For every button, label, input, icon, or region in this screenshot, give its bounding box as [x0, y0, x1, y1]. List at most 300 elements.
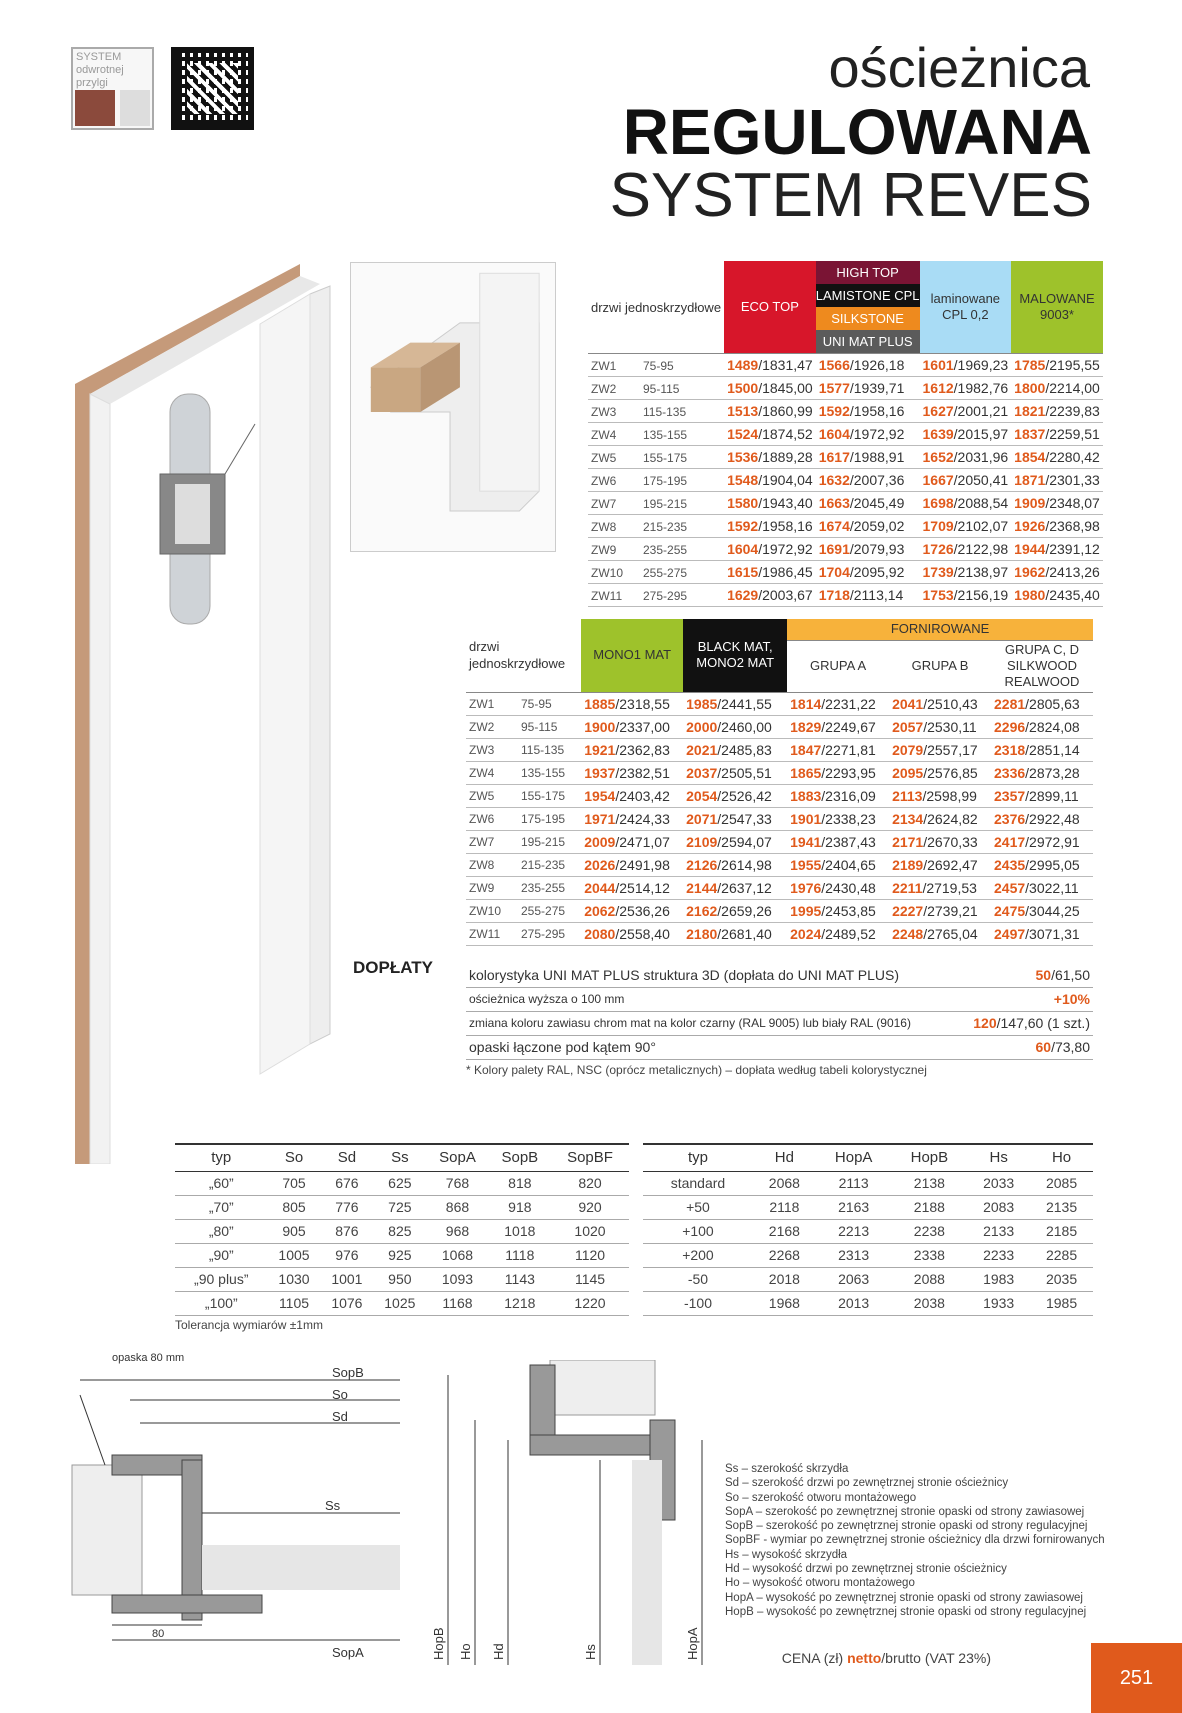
table-row [588, 469, 1103, 492]
badge-uni-mat: UNI MAT PLUS [816, 330, 920, 353]
row-size: ZW5 155-175 [466, 784, 581, 807]
table-cell: 2013 [816, 1291, 892, 1315]
price-high-top: 1577/1939,71 [816, 377, 920, 400]
price-eco-top: 1536/1889,28 [724, 446, 816, 469]
table-cell: 2018 [753, 1267, 816, 1291]
legend-item: Hd – wysokość drzwi po zewnętrznej stronie ościeżnicy [725, 1563, 1007, 1576]
price-grupa-cd: 2475/3044,25 [991, 899, 1093, 922]
badge-high-top: HIGH TOP [816, 261, 920, 284]
table-row [466, 715, 1093, 738]
price-malowane: 1980/2435,40 [1011, 584, 1103, 607]
table-row [588, 446, 1103, 469]
table-row [466, 738, 1093, 761]
table-row [466, 830, 1093, 853]
surcharge-value: 60/73,80 [958, 1035, 1093, 1059]
price-eco-top: 1513/1860,99 [724, 400, 816, 423]
table-cell: 2285 [1030, 1243, 1093, 1267]
surcharge-value: 120/147,60 (1 szt.) [958, 1011, 1093, 1035]
vdim-label-hopa: HopA [685, 1627, 700, 1660]
table-cell: 1145 [551, 1267, 629, 1291]
row-size: ZW7 195-215 [466, 830, 581, 853]
surcharges-table [466, 963, 1093, 1060]
price-grupa-b: 2095/2576,85 [889, 761, 991, 784]
surcharges-label: DOPŁATY [353, 958, 433, 977]
table-row [466, 761, 1093, 784]
table-cell: 820 [551, 1171, 629, 1195]
row-size: ZW2 95-115 [466, 715, 581, 738]
row-size: ZW1 75-95 [588, 354, 724, 377]
row-size: ZW10 255-275 [588, 561, 724, 584]
price-grupa-cd: 2357/2899,11 [991, 784, 1093, 807]
price-black: 1985/2441,55 [683, 692, 787, 715]
table-cell: -100 [643, 1291, 753, 1315]
table-cell: 918 [489, 1195, 551, 1219]
price-mono1: 1900/2337,00 [581, 715, 683, 738]
price-grupa-b: 2248/2765,04 [889, 922, 991, 945]
price-table-1 [588, 261, 1103, 607]
frame-profile-inset [350, 262, 556, 552]
table-cell: 2133 [967, 1219, 1030, 1243]
table-cell: 976 [320, 1243, 373, 1267]
price-laminowane: 1698/2088,54 [920, 492, 1012, 515]
price-laminowane: 1612/1982,76 [920, 377, 1012, 400]
price-mono1: 1937/2382,51 [581, 761, 683, 784]
dim-label-sopb: SopB [332, 1365, 364, 1380]
table-cell: „70” [175, 1195, 268, 1219]
row-size: ZW7 195-215 [588, 492, 724, 515]
table-cell: 920 [551, 1195, 629, 1219]
table-cell: 2068 [753, 1171, 816, 1195]
price-grupa-cd: 2336/2873,28 [991, 761, 1093, 784]
legend-item: So – szerokość otworu montażowego [725, 1491, 917, 1504]
table-cell: 2268 [753, 1243, 816, 1267]
surcharge-desc: kolorystyka UNI MAT PLUS struktura 3D (dopłata do UNI MAT PLUS) [466, 963, 958, 987]
table-row [588, 515, 1103, 538]
legend [725, 1462, 1105, 1619]
table-cell: 2338 [892, 1243, 968, 1267]
dim-label-sopa: SopA [332, 1645, 364, 1660]
table-cell: 1005 [268, 1243, 321, 1267]
table-cell: „60” [175, 1171, 268, 1195]
price-footer: CENA (zł) netto/brutto (VAT 23%) [781, 1650, 991, 1666]
width-col-header: SopA [426, 1144, 488, 1171]
row-size: ZW3 115-135 [588, 400, 724, 423]
t1-malowane-header: MALOWANE 9003* [1011, 261, 1103, 354]
table-cell: 2033 [967, 1171, 1030, 1195]
table-row [643, 1171, 1093, 1195]
row-size: ZW4 135-155 [466, 761, 581, 784]
legend-item: HopA – wysokość po zewnętrznej stronie opaski od strony zawiasowej [725, 1591, 1083, 1604]
price-eco-top: 1489/1831,47 [724, 354, 816, 377]
height-header-row [643, 1144, 1093, 1171]
table-cell: 2113 [816, 1171, 892, 1195]
price-high-top: 1691/2079,93 [816, 538, 920, 561]
table-cell: 625 [373, 1171, 426, 1195]
table-cell: 676 [320, 1171, 373, 1195]
table-row [466, 899, 1093, 922]
price-grupa-b: 2227/2739,21 [889, 899, 991, 922]
legend-item: SopBF - wymiar po zewnętrznej stronie ościeżnicy dla drzwi fornirowanych [725, 1534, 1105, 1547]
table-cell: 2138 [892, 1171, 968, 1195]
price-eco-top: 1592/1958,16 [724, 515, 816, 538]
price-laminowane: 1709/2102,07 [920, 515, 1012, 538]
t1-eco-top-header: ECO TOP [724, 261, 816, 354]
width-section-diagram [70, 1345, 400, 1685]
legend-item: Ss – szerokość skrzydła [725, 1463, 849, 1475]
table-row [643, 1219, 1093, 1243]
price-black: 2000/2460,00 [683, 715, 787, 738]
price-laminowane: 1627/2001,21 [920, 400, 1012, 423]
price-grupa-cd: 2296/2824,08 [991, 715, 1093, 738]
table-cell: -50 [643, 1267, 753, 1291]
price-grupa-b: 2057/2530,11 [889, 715, 991, 738]
width-col-header: Sd [320, 1144, 373, 1171]
opaska-label: opaska 80 mm [112, 1352, 185, 1364]
width-col-header: Ss [373, 1144, 426, 1171]
table-row [643, 1291, 1093, 1315]
price-mono1: 1954/2403,42 [581, 784, 683, 807]
table-cell: 2163 [816, 1195, 892, 1219]
price-grupa-a: 1901/2338,23 [787, 807, 889, 830]
height-col-header: HopA [816, 1144, 892, 1171]
table-cell: „90 plus” [175, 1267, 268, 1291]
surcharge-value: +10% [958, 987, 1093, 1011]
table-row [643, 1195, 1093, 1219]
table-row [466, 922, 1093, 945]
table-row [466, 784, 1093, 807]
row-size: ZW2 95-115 [588, 377, 724, 400]
price-mono1: 1971/2424,33 [581, 807, 683, 830]
table-cell: „100” [175, 1291, 268, 1315]
price-grupa-b: 2211/2719,53 [889, 876, 991, 899]
surcharge-desc: ościeżnica wyższa o 100 mm [466, 987, 958, 1011]
table-row [466, 807, 1093, 830]
price-laminowane: 1667/2050,41 [920, 469, 1012, 492]
table-cell: 1068 [426, 1243, 488, 1267]
price-black: 2126/2614,98 [683, 853, 787, 876]
table-cell: 1093 [426, 1267, 488, 1291]
price-malowane: 1944/2391,12 [1011, 538, 1103, 561]
price-grupa-b: 2079/2557,17 [889, 738, 991, 761]
width-body [175, 1171, 629, 1315]
price-black: 2021/2485,83 [683, 738, 787, 761]
table-cell: 925 [373, 1243, 426, 1267]
table-cell: 868 [426, 1195, 488, 1219]
price-grupa-a: 1883/2316,09 [787, 784, 889, 807]
height-body [643, 1171, 1093, 1315]
t2-grupa-cd: GRUPA C, D SILKWOOD REALWOOD [991, 640, 1093, 692]
table-row [588, 400, 1103, 423]
price-malowane: 1837/2259,51 [1011, 423, 1103, 446]
price-eco-top: 1604/1972,92 [724, 538, 816, 561]
price-mono1: 2062/2536,26 [581, 899, 683, 922]
width-col-header: typ [175, 1144, 268, 1171]
height-col-header: HopB [892, 1144, 968, 1171]
price-black: 2054/2526,42 [683, 784, 787, 807]
row-size: ZW6 175-195 [466, 807, 581, 830]
title-line3: SYSTEM REVES [609, 161, 1092, 230]
row-size: ZW8 215-235 [588, 515, 724, 538]
table-cell: 2168 [753, 1219, 816, 1243]
price-black: 2144/2637,12 [683, 876, 787, 899]
table-cell: 2185 [1030, 1219, 1093, 1243]
table-row [466, 692, 1093, 715]
t2-grupa-a: GRUPA A [787, 640, 889, 692]
table-cell: 1983 [967, 1267, 1030, 1291]
price-black: 2037/2505,51 [683, 761, 787, 784]
dim-label-sd: Sd [332, 1409, 348, 1424]
legend-item: HopB – wysokość po zewnętrznej stronie opaski od strony regulacyjnej [725, 1605, 1087, 1618]
badge-silkstone: SILKSTONE [816, 307, 920, 330]
price-grupa-b: 2041/2510,43 [889, 692, 991, 715]
vdim-label-hopb: HopB [431, 1627, 446, 1660]
table-row [588, 377, 1103, 400]
table-cell: 1933 [967, 1291, 1030, 1315]
price-eco-top: 1580/1943,40 [724, 492, 816, 515]
table-cell: 2088 [892, 1267, 968, 1291]
table-row [175, 1195, 629, 1219]
table-cell: 2038 [892, 1291, 968, 1315]
legend-item: SopB – szerokość po zewnętrznej stronie opaski od strony regulacyjnej [725, 1520, 1088, 1533]
legend-item: Ho – wysokość otworu montażowego [725, 1577, 915, 1590]
surcharge-value: 50/61,50 [958, 963, 1093, 987]
table-row [588, 584, 1103, 607]
table-row [466, 853, 1093, 876]
legend-item: Sd – szerokość drzwi po zewnętrznej stronie ościeżnicy [725, 1477, 1009, 1490]
t2-black-header: BLACK MAT, MONO2 MAT [683, 619, 787, 692]
table-cell: 768 [426, 1171, 488, 1195]
system-icon [75, 90, 115, 126]
table-cell: 1120 [551, 1243, 629, 1267]
price-high-top: 1592/1958,16 [816, 400, 920, 423]
vdim-label-hs: Hs [583, 1644, 598, 1660]
price-malowane: 1871/2301,33 [1011, 469, 1103, 492]
price-eco-top: 1500/1845,00 [724, 377, 816, 400]
table-cell: 2233 [967, 1243, 1030, 1267]
table-cell: 1218 [489, 1291, 551, 1315]
height-col-header: Hs [967, 1144, 1030, 1171]
price-grupa-b: 2134/2624,82 [889, 807, 991, 830]
table-cell: 2213 [816, 1219, 892, 1243]
price-mono1: 1921/2362,83 [581, 738, 683, 761]
row-size: ZW10 255-275 [466, 899, 581, 922]
price-high-top: 1604/1972,92 [816, 423, 920, 446]
table-cell: 2238 [892, 1219, 968, 1243]
price-grupa-cd: 2281/2805,63 [991, 692, 1093, 715]
row-size: ZW4 135-155 [588, 423, 724, 446]
price-malowane: 1926/2368,98 [1011, 515, 1103, 538]
t2-fornirowane-header: FORNIROWANE [787, 619, 1093, 640]
table-cell: 1001 [320, 1267, 373, 1291]
table-row [588, 354, 1103, 377]
table-cell: 725 [373, 1195, 426, 1219]
table-cell: 1220 [551, 1291, 629, 1315]
qr-code[interactable] [171, 47, 254, 130]
surcharge-row [466, 987, 1093, 1011]
row-size: ZW11 275-295 [588, 584, 724, 607]
price-laminowane: 1639/2015,97 [920, 423, 1012, 446]
table-cell: 950 [373, 1267, 426, 1291]
price-black: 2071/2547,33 [683, 807, 787, 830]
table-cell: 2063 [816, 1267, 892, 1291]
table-cell: 776 [320, 1195, 373, 1219]
table-cell: 1030 [268, 1267, 321, 1291]
table-cell: 2313 [816, 1243, 892, 1267]
table-row [175, 1291, 629, 1315]
price-high-top: 1674/2059,02 [816, 515, 920, 538]
price-mono1: 2044/2514,12 [581, 876, 683, 899]
row-size: ZW9 235-255 [588, 538, 724, 561]
price-grupa-cd: 2318/2851,14 [991, 738, 1093, 761]
table-row [175, 1219, 629, 1243]
price-grupa-cd: 2457/3022,11 [991, 876, 1093, 899]
t2-left-header: drzwi jednoskrzydłowe [466, 619, 581, 692]
table-cell: 1118 [489, 1243, 551, 1267]
table-cell: standard [643, 1171, 753, 1195]
table-cell: +200 [643, 1243, 753, 1267]
table-cell: 876 [320, 1219, 373, 1243]
vdim-label-hd: Hd [491, 1643, 506, 1660]
price-mono1: 2026/2491,98 [581, 853, 683, 876]
tolerance-note: Tolerancja wymiarów ±1mm [175, 1318, 323, 1332]
table-cell: 1968 [753, 1291, 816, 1315]
table-row [466, 876, 1093, 899]
dim-label-80: 80 [152, 1628, 165, 1640]
price-grupa-cd: 2497/3071,31 [991, 922, 1093, 945]
table-cell: 1985 [1030, 1291, 1093, 1315]
table-cell: +100 [643, 1219, 753, 1243]
title-line1: ościeżnica [828, 36, 1090, 99]
table-cell: 905 [268, 1219, 321, 1243]
legend-item: SopA – szerokość po zewnętrznej stronie opaski od strony zawiasowej [725, 1505, 1085, 1518]
price-high-top: 1704/2095,92 [816, 561, 920, 584]
table-cell: 2135 [1030, 1195, 1093, 1219]
price-grupa-a: 1976/2430,48 [787, 876, 889, 899]
height-section-diagram [420, 1360, 720, 1680]
t1-body [588, 354, 1103, 607]
table-cell: 1105 [268, 1291, 321, 1315]
table-row [588, 538, 1103, 561]
price-malowane: 1909/2348,07 [1011, 492, 1103, 515]
price-malowane: 1800/2214,00 [1011, 377, 1103, 400]
surcharge-row [466, 1011, 1093, 1035]
table-cell: 2188 [892, 1195, 968, 1219]
price-eco-top: 1629/2003,67 [724, 584, 816, 607]
width-dimensions-table [175, 1143, 629, 1316]
system-label: SYSTEM odwrotnej przylgi [76, 51, 124, 89]
surcharges-body [466, 963, 1093, 1059]
price-grupa-cd: 2376/2922,48 [991, 807, 1093, 830]
system-icon-grey [120, 90, 150, 126]
row-size: ZW6 175-195 [588, 469, 724, 492]
price-mono1: 2080/2558,40 [581, 922, 683, 945]
price-high-top: 1632/2007,36 [816, 469, 920, 492]
width-col-header: SopB [489, 1144, 551, 1171]
width-header-row [175, 1144, 629, 1171]
dim-label-so: So [332, 1387, 348, 1402]
price-mono1: 2009/2471,07 [581, 830, 683, 853]
surcharge-desc: zmiana koloru zawiasu chrom mat na kolor czarny (RAL 9005) lub biały RAL (9016) [466, 1011, 958, 1035]
table-cell: 2118 [753, 1195, 816, 1219]
door-frame-image [70, 264, 350, 1164]
price-grupa-b: 2113/2598,99 [889, 784, 991, 807]
table-cell: 1020 [551, 1219, 629, 1243]
table-row [643, 1243, 1093, 1267]
price-grupa-cd: 2417/2972,91 [991, 830, 1093, 853]
table-cell: 1025 [373, 1291, 426, 1315]
table-cell: „80” [175, 1219, 268, 1243]
surcharge-row [466, 963, 1093, 987]
table-cell: 2083 [967, 1195, 1030, 1219]
row-size: ZW11 275-295 [466, 922, 581, 945]
price-laminowane: 1739/2138,97 [920, 561, 1012, 584]
width-col-header: So [268, 1144, 321, 1171]
price-black: 2109/2594,07 [683, 830, 787, 853]
t2-grupa-b: GRUPA B [889, 640, 991, 692]
table-cell: 1018 [489, 1219, 551, 1243]
row-size: ZW5 155-175 [588, 446, 724, 469]
price-grupa-a: 1995/2453,85 [787, 899, 889, 922]
color-note: * Kolory palety RAL, NSC (oprócz metalicznych) – dopłata według tabeli kolorystycznej [466, 1063, 927, 1077]
price-high-top: 1663/2045,49 [816, 492, 920, 515]
table-row [643, 1267, 1093, 1291]
price-grupa-a: 1814/2231,22 [787, 692, 889, 715]
t1-left-header: drzwi jednoskrzydłowe [588, 261, 724, 354]
row-size: ZW8 215-235 [466, 853, 581, 876]
page-number: 251 [1091, 1643, 1182, 1713]
table-cell: 805 [268, 1195, 321, 1219]
table-row [175, 1243, 629, 1267]
price-eco-top: 1615/1986,45 [724, 561, 816, 584]
price-eco-top: 1524/1874,52 [724, 423, 816, 446]
height-col-header: Hd [753, 1144, 816, 1171]
table-cell: 1076 [320, 1291, 373, 1315]
price-high-top: 1718/2113,14 [816, 584, 920, 607]
price-malowane: 1785/2195,55 [1011, 354, 1103, 377]
system-badge [71, 47, 154, 130]
price-table-2 [466, 619, 1093, 946]
title-line2: REGULOWANA [622, 96, 1092, 168]
height-dimensions-table [643, 1143, 1093, 1316]
table-cell: 825 [373, 1219, 426, 1243]
table-row [588, 423, 1103, 446]
price-malowane: 1854/2280,42 [1011, 446, 1103, 469]
price-mono1: 1885/2318,55 [581, 692, 683, 715]
surcharge-desc: opaski łączone pod kątem 90° [466, 1035, 958, 1059]
price-grupa-a: 1941/2387,43 [787, 830, 889, 853]
price-laminowane: 1726/2122,98 [920, 538, 1012, 561]
table-cell: 818 [489, 1171, 551, 1195]
row-size: ZW1 75-95 [466, 692, 581, 715]
price-black: 2162/2659,26 [683, 899, 787, 922]
price-grupa-a: 1829/2249,67 [787, 715, 889, 738]
row-size: ZW9 235-255 [466, 876, 581, 899]
badge-lamistone: LAMISTONE CPL [816, 284, 920, 307]
price-eco-top: 1548/1904,04 [724, 469, 816, 492]
legend-item: Hs – wysokość skrzydła [725, 1548, 848, 1561]
row-size: ZW3 115-135 [466, 738, 581, 761]
height-col-header: Ho [1030, 1144, 1093, 1171]
table-row [588, 492, 1103, 515]
price-grupa-a: 1847/2271,81 [787, 738, 889, 761]
price-grupa-cd: 2435/2995,05 [991, 853, 1093, 876]
table-row [175, 1267, 629, 1291]
table-cell: 1168 [426, 1291, 488, 1315]
price-malowane: 1962/2413,26 [1011, 561, 1103, 584]
surcharge-row [466, 1035, 1093, 1059]
price-grupa-a: 1865/2293,95 [787, 761, 889, 784]
table-cell: 705 [268, 1171, 321, 1195]
